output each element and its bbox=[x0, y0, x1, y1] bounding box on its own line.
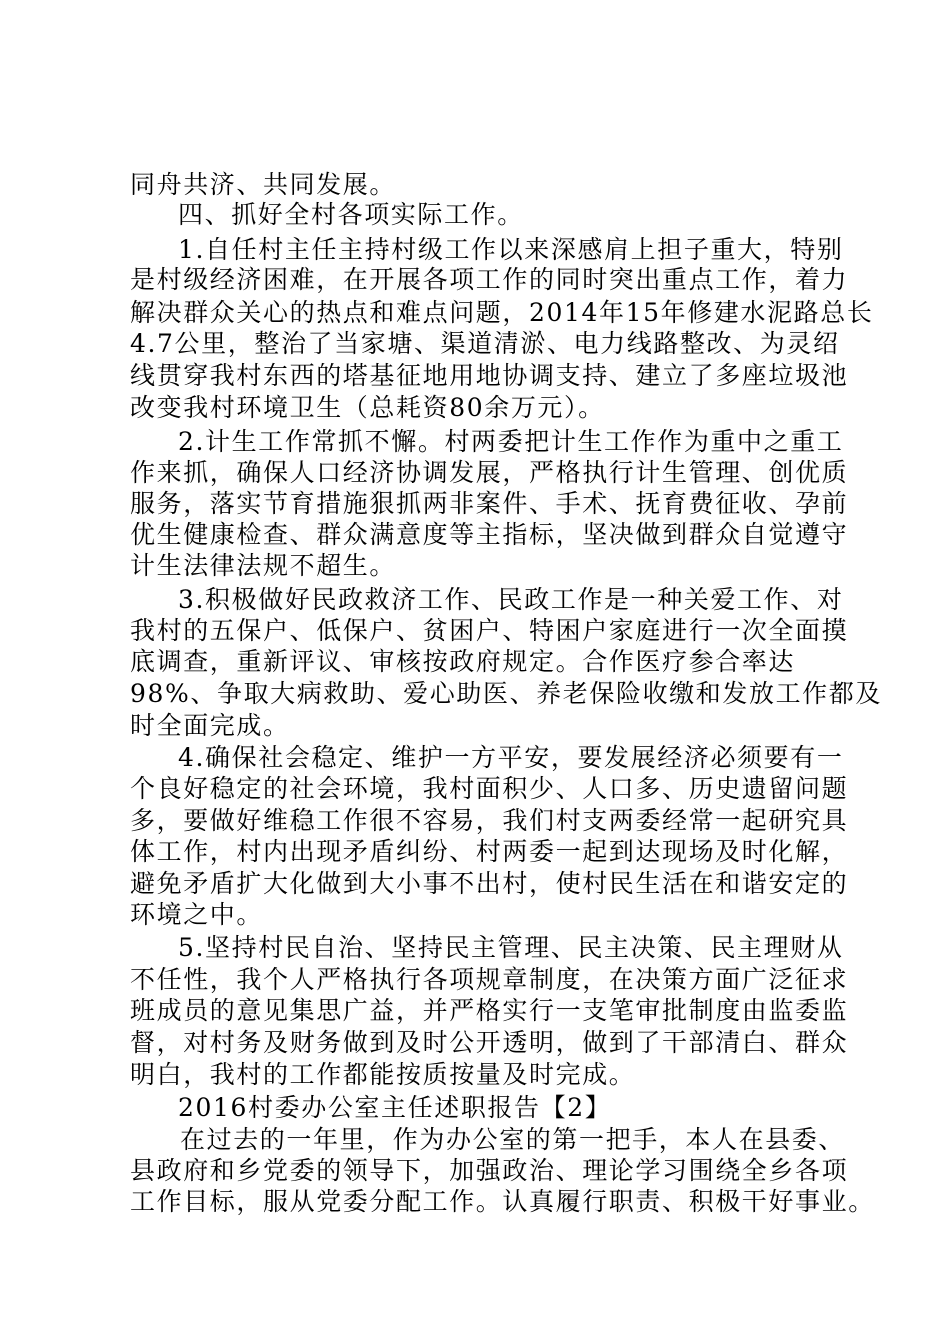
text-line: 工作目标，服从党委分配工作。认真履行职责、积极干好事业。 bbox=[130, 1187, 875, 1216]
text-line: 个良好稳定的社会环境，我村面积少、人口多、历史遗留问题 bbox=[130, 774, 849, 803]
text-line: 改变我村环境卫生（总耗资80余万元）。 bbox=[130, 393, 605, 422]
text-line: 不任性，我个人严格执行各项规章制度，在决策方面广泛征求 bbox=[130, 965, 849, 994]
text-line: 4.7公里，整治了当家塘、渠道清淤、电力线路整改、为灵绍 bbox=[130, 329, 840, 358]
text-line: 县政府和乡党委的领导下，加强政治、理论学习围绕全乡各项 bbox=[130, 1156, 849, 1185]
text-line: 多，要做好维稳工作很不容易，我们村支两委经常一起研究具 bbox=[130, 806, 849, 835]
text-line: 优生健康检查、群众满意度等主指标，坚决做到群众自觉遵守 bbox=[130, 520, 849, 549]
text-line: 避免矛盾扩大化做到大小事不出村，使村民生活在和谐安定的 bbox=[130, 869, 849, 898]
report-heading: 2016村委办公室主任述职报告【2】 bbox=[178, 1093, 612, 1122]
text-line: 线贯穿我村东西的塔基征地用地协调支持、建立了多座垃圾池 bbox=[130, 361, 849, 390]
section-heading: 四、抓好全村各项实际工作。 bbox=[178, 200, 524, 229]
text-line: 班成员的意见集思广益，并严格实行一支笔审批制度由监委监 bbox=[130, 996, 849, 1025]
text-line: 5.坚持村民自治、坚持民主管理、民主决策、民主理财从 bbox=[178, 933, 844, 962]
text-line: 在过去的一年里，作为办公室的第一把手，本人在县委、 bbox=[180, 1125, 846, 1154]
text-line: 计生法律法规不超生。 bbox=[130, 551, 397, 580]
text-line: 服务，落实节育措施狠抓两非案件、手术、抚育费征收、孕前 bbox=[130, 489, 849, 518]
text-line: 我村的五保户、低保户、贫困户、特困户家庭进行一次全面摸 bbox=[130, 616, 849, 645]
text-line: 环境之中。 bbox=[130, 900, 264, 929]
text-line: 底调查，重新评议、审核按政府规定。合作医疗参合率达 bbox=[130, 647, 796, 676]
text-line: 明白，我村的工作都能按质按量及时完成。 bbox=[130, 1060, 636, 1089]
text-line: 作来抓，确保人口经济协调发展，严格执行计生管理、创优质 bbox=[130, 458, 849, 487]
text-line: 督，对村务及财务做到及时公开透明，做到了干部清白、群众 bbox=[130, 1028, 849, 1057]
text-line: 同舟共济、共同发展。 bbox=[130, 170, 397, 199]
text-line: 时全面完成。 bbox=[130, 711, 290, 740]
text-line: 解决群众关心的热点和难点问题，2014年15年修建水泥路总长 bbox=[130, 298, 874, 327]
text-line: 体工作，村内出现矛盾纠纷、村两委一起到达现场及时化解， bbox=[130, 837, 849, 866]
text-line: 98%、争取大病救助、爱心助医、养老保险收缴和发放工作都及 bbox=[130, 679, 882, 708]
text-line: 4.确保社会稳定、维护一方平安，要发展经济必须要有一 bbox=[178, 743, 844, 772]
text-line: 1.自任村主任主持村级工作以来深感肩上担子重大，特别 bbox=[178, 235, 844, 264]
text-line: 2.计生工作常抓不懈。村两委把计生工作作为重中之重工 bbox=[178, 427, 844, 456]
text-line: 是村级经济困难，在开展各项工作的同时突出重点工作，着力 bbox=[130, 265, 849, 294]
text-line: 3.积极做好民政救济工作、民政工作是一种关爱工作、对 bbox=[178, 585, 844, 614]
